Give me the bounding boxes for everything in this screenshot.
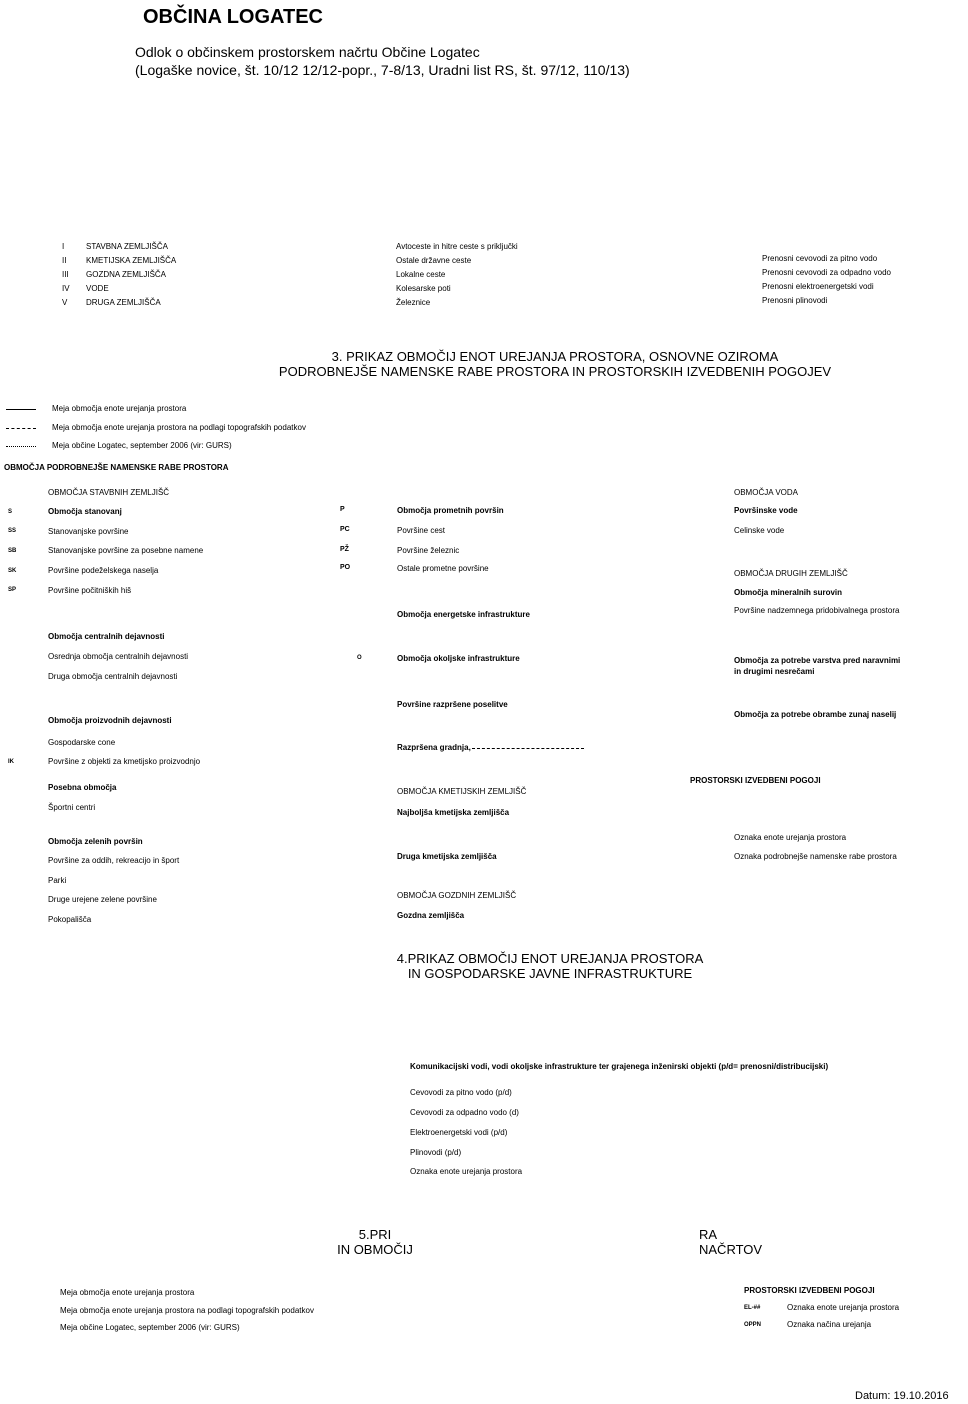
- section3-title-line: 3. PRIKAZ OBMOČIJ ENOT UREJANJA PROSTORA, OSNOVNE OZIROMA: [331, 349, 779, 364]
- road-item: Lokalne ceste: [396, 270, 446, 279]
- housing-item: Površine počitniških hiš: [48, 586, 132, 595]
- section5-pip-item: Oznaka enote urejanja prostora: [787, 1303, 900, 1312]
- road-item: Kolesarske poti: [396, 284, 451, 293]
- housing-item: Območja stanovanj: [48, 507, 122, 516]
- green-item: Površine za oddih, rekreacijo in šport: [48, 856, 180, 865]
- traffic-item: Površine cest: [397, 526, 446, 535]
- land-class-label: KMETIJSKA ZEMLJIŠČA: [86, 256, 177, 265]
- utility-line-item: Prenosni cevovodi za pitno vodo: [762, 254, 878, 263]
- traffic-code: P: [340, 506, 345, 513]
- traffic-heading: Območja prometnih površin: [397, 506, 504, 515]
- infrastructure-item: Cevovodi za odpadno vodo (d): [410, 1108, 519, 1117]
- defence-item: Območja za potrebe obrambe zunaj naselij: [734, 710, 897, 719]
- forest-item: Gozdna zemljišča: [397, 911, 465, 920]
- section5-title-fragment: RA: [699, 1227, 718, 1242]
- other-land-heading: OBMOČJA DRUGIH ZEMLJIŠČ: [734, 569, 848, 578]
- dispersed-build-mark: [472, 748, 584, 749]
- section5-title-right: [699, 1227, 762, 1257]
- land-class-label: STAVBNA ZEMLJIŠČA: [86, 242, 168, 251]
- section5-boundary-label: Meja območja enote urejanja prostora: [60, 1288, 195, 1297]
- ordinance-references: (Logaške novice, št. 10/12 12/12-popr., 7-8/13, Uradni list RS, št. 97/12, 110/13): [135, 62, 630, 78]
- boundary-label: Meja območja enote urejanja prostora: [52, 404, 187, 413]
- housing-code: SS: [8, 528, 17, 534]
- detailed-use-heading: OBMOČJA PODROBNEJŠE NAMENSKE RABE PROSTORA: [4, 463, 229, 472]
- environment-code: O: [357, 655, 362, 661]
- section5-pip-item: Oznaka načina urejanja: [787, 1320, 872, 1329]
- housing-item: Površine podeželskega naselja: [48, 566, 159, 575]
- central-heading: Območja centralnih dejavnosti: [48, 632, 165, 641]
- road-list: [396, 242, 518, 312]
- green-item: Druge urejene zelene površine: [48, 895, 157, 904]
- section5-title-left: [300, 1227, 450, 1257]
- ordinance-title: Odlok o občinskem prostorskem načrtu Občine Logatec: [135, 44, 480, 60]
- environment-heading: Območja okoljske infrastrukture: [397, 654, 520, 663]
- forest-heading: OBMOČJA GOZDNIH ZEMLJIŠČ: [397, 891, 517, 900]
- building-land-heading: OBMOČJA STAVBNIH ZEMLJIŠČ: [48, 488, 170, 497]
- agri-heading: OBMOČJA KMETIJSKIH ZEMLJIŠČ: [397, 787, 527, 796]
- other-land-item: Območja mineralnih surovin: [734, 588, 843, 597]
- section5-pip-heading: PROSTORSKI IZVEDBENI POGOJI: [744, 1286, 875, 1295]
- disaster-protection-line2: in drugimi nesrečami: [734, 667, 815, 676]
- utility-line-list: [762, 254, 891, 310]
- section5-title-fragment: IN OBMOČIJ: [337, 1242, 413, 1257]
- energy-heading: Območja energetske infrastrukture: [397, 610, 530, 619]
- water-heading: OBMOČJA VODA: [734, 488, 799, 497]
- central-item: Osrednja območja centralnih dejavnosti: [48, 652, 189, 661]
- special-heading: Posebna območja: [48, 783, 117, 792]
- pip-item: Oznaka podrobnejše namenske rabe prostora: [734, 852, 897, 861]
- road-item: Železnice: [396, 298, 431, 307]
- green-heading: Območja zelenih površin: [48, 837, 143, 846]
- utility-line-item: Prenosni cevovodi za odpadno vodo: [762, 268, 891, 277]
- boundary-label: Meja območja enote urejanja prostora na podlagi topografskih podatkov: [52, 423, 306, 432]
- land-class-label: GOZDNA ZEMLJIŠČA: [86, 270, 167, 279]
- section5-boundary-label: Meja občine Logatec, september 2006 (vir: GURS): [60, 1323, 240, 1332]
- production-item: Gospodarske cone: [48, 738, 116, 747]
- dispersed-heading: Površine razpršene poselitve: [397, 700, 508, 709]
- road-item: Avtoceste in hitre ceste s priključki: [396, 242, 518, 251]
- green-item: Parki: [48, 876, 67, 885]
- special-item: Športni centri: [48, 803, 96, 812]
- housing-code: S: [8, 509, 13, 515]
- housing-code: SB: [8, 548, 17, 554]
- water-item: Površinske vode: [734, 506, 798, 515]
- section5-pip-code: EL-##: [744, 1305, 761, 1311]
- other-land-item: Površine nadzemnega pridobivalnega prostora: [734, 606, 900, 615]
- infrastructure-heading: Komunikacijski vodi, vodi okoljske infrastrukture ter grajenega inženirski objekti (p/d= prenosni/distribucijski): [410, 1062, 829, 1071]
- section3-title-line: PODROBNEJŠE NAMENSKE RABE PROSTORA IN PROSTORSKIH IZVEDBENIH POGOJEV: [278, 364, 832, 379]
- infrastructure-item: Oznaka enote urejanja prostora: [410, 1167, 523, 1176]
- page-title: OBČINA LOGATEC: [143, 6, 323, 28]
- infrastructure-item: Cevovodi za pitno vodo (p/d): [410, 1088, 512, 1097]
- section5-title-fragment: 5.PRI: [358, 1227, 392, 1242]
- section5-pip-code: OPPN: [744, 1322, 762, 1328]
- land-class-numeral: IV: [62, 284, 70, 293]
- central-item: Druga območja centralnih dejavnosti: [48, 672, 178, 681]
- pip-item: Oznaka enote urejanja prostora: [734, 833, 847, 842]
- traffic-item: Površine železnic: [397, 546, 460, 555]
- section4-title-line: IN GOSPODARSKE JAVNE INFRASTRUKTURE: [407, 966, 693, 981]
- section3-title: [230, 349, 880, 379]
- section5-title-fragment: NAČRTOV: [699, 1242, 763, 1257]
- utility-line-item: Prenosni plinovodi: [762, 296, 828, 305]
- disaster-protection-line1: Območja za potrebe varstva pred naravnimi: [734, 656, 901, 665]
- land-class-label: VODE: [86, 284, 109, 293]
- land-class-numeral: V: [62, 298, 68, 307]
- land-class-numeral: II: [62, 256, 67, 265]
- infrastructure-item: Plinovodi (p/d): [410, 1148, 462, 1157]
- housing-code: SK: [8, 568, 17, 574]
- infrastructure-item: Elektroenergetski vodi (p/d): [410, 1128, 508, 1137]
- production-item: Površine z objekti za kmetijsko proizvodnjo: [48, 757, 201, 766]
- housing-item: Stanovanjske površine: [48, 527, 129, 536]
- housing-item: Stanovanjske površine za posebne namene: [48, 546, 204, 555]
- road-item: Ostale državne ceste: [396, 256, 472, 265]
- production-heading: Območja proizvodnih dejavnosti: [48, 716, 172, 725]
- water-item: Celinske vode: [734, 526, 785, 535]
- boundary-dashed-line: [6, 428, 36, 429]
- agri-item: Druga kmetijska zemljišča: [397, 852, 497, 861]
- traffic-code: PO: [340, 564, 351, 571]
- section4-title: [300, 951, 800, 981]
- land-class-numerals: [62, 242, 70, 312]
- traffic-code: PŽ: [340, 546, 349, 553]
- utility-line-item: Prenosni elektroenergetski vodi: [762, 282, 874, 291]
- production-code: IK: [8, 759, 14, 765]
- document-date: Datum: 19.10.2016: [855, 1390, 949, 1402]
- housing-code: SP: [8, 587, 17, 593]
- boundary-dotted-line: [6, 446, 36, 447]
- traffic-item: Ostale prometne površine: [397, 564, 489, 573]
- land-class-list: [86, 242, 176, 312]
- land-class-numeral: I: [62, 242, 65, 251]
- section5-boundary-label: Meja območja enote urejanja prostora na podlagi topografskih podatkov: [60, 1306, 314, 1315]
- pip-heading: PROSTORSKI IZVEDBENI POGOJI: [690, 776, 821, 785]
- boundary-solid-line: [6, 409, 36, 410]
- traffic-code: PC: [340, 526, 350, 533]
- land-class-label: DRUGA ZEMLJIŠČA: [86, 298, 161, 307]
- boundary-label: Meja občine Logatec, september 2006 (vir: GURS): [52, 441, 232, 450]
- land-class-numeral: III: [62, 270, 69, 279]
- dispersed-build: Razpršena gradnja,: [397, 743, 471, 752]
- section4-title-line: 4.PRIKAZ OBMOČIJ ENOT UREJANJA PROSTORA: [396, 951, 704, 966]
- agri-item: Najboljša kmetijska zemljišča: [397, 808, 510, 817]
- green-item: Pokopališča: [48, 915, 92, 924]
